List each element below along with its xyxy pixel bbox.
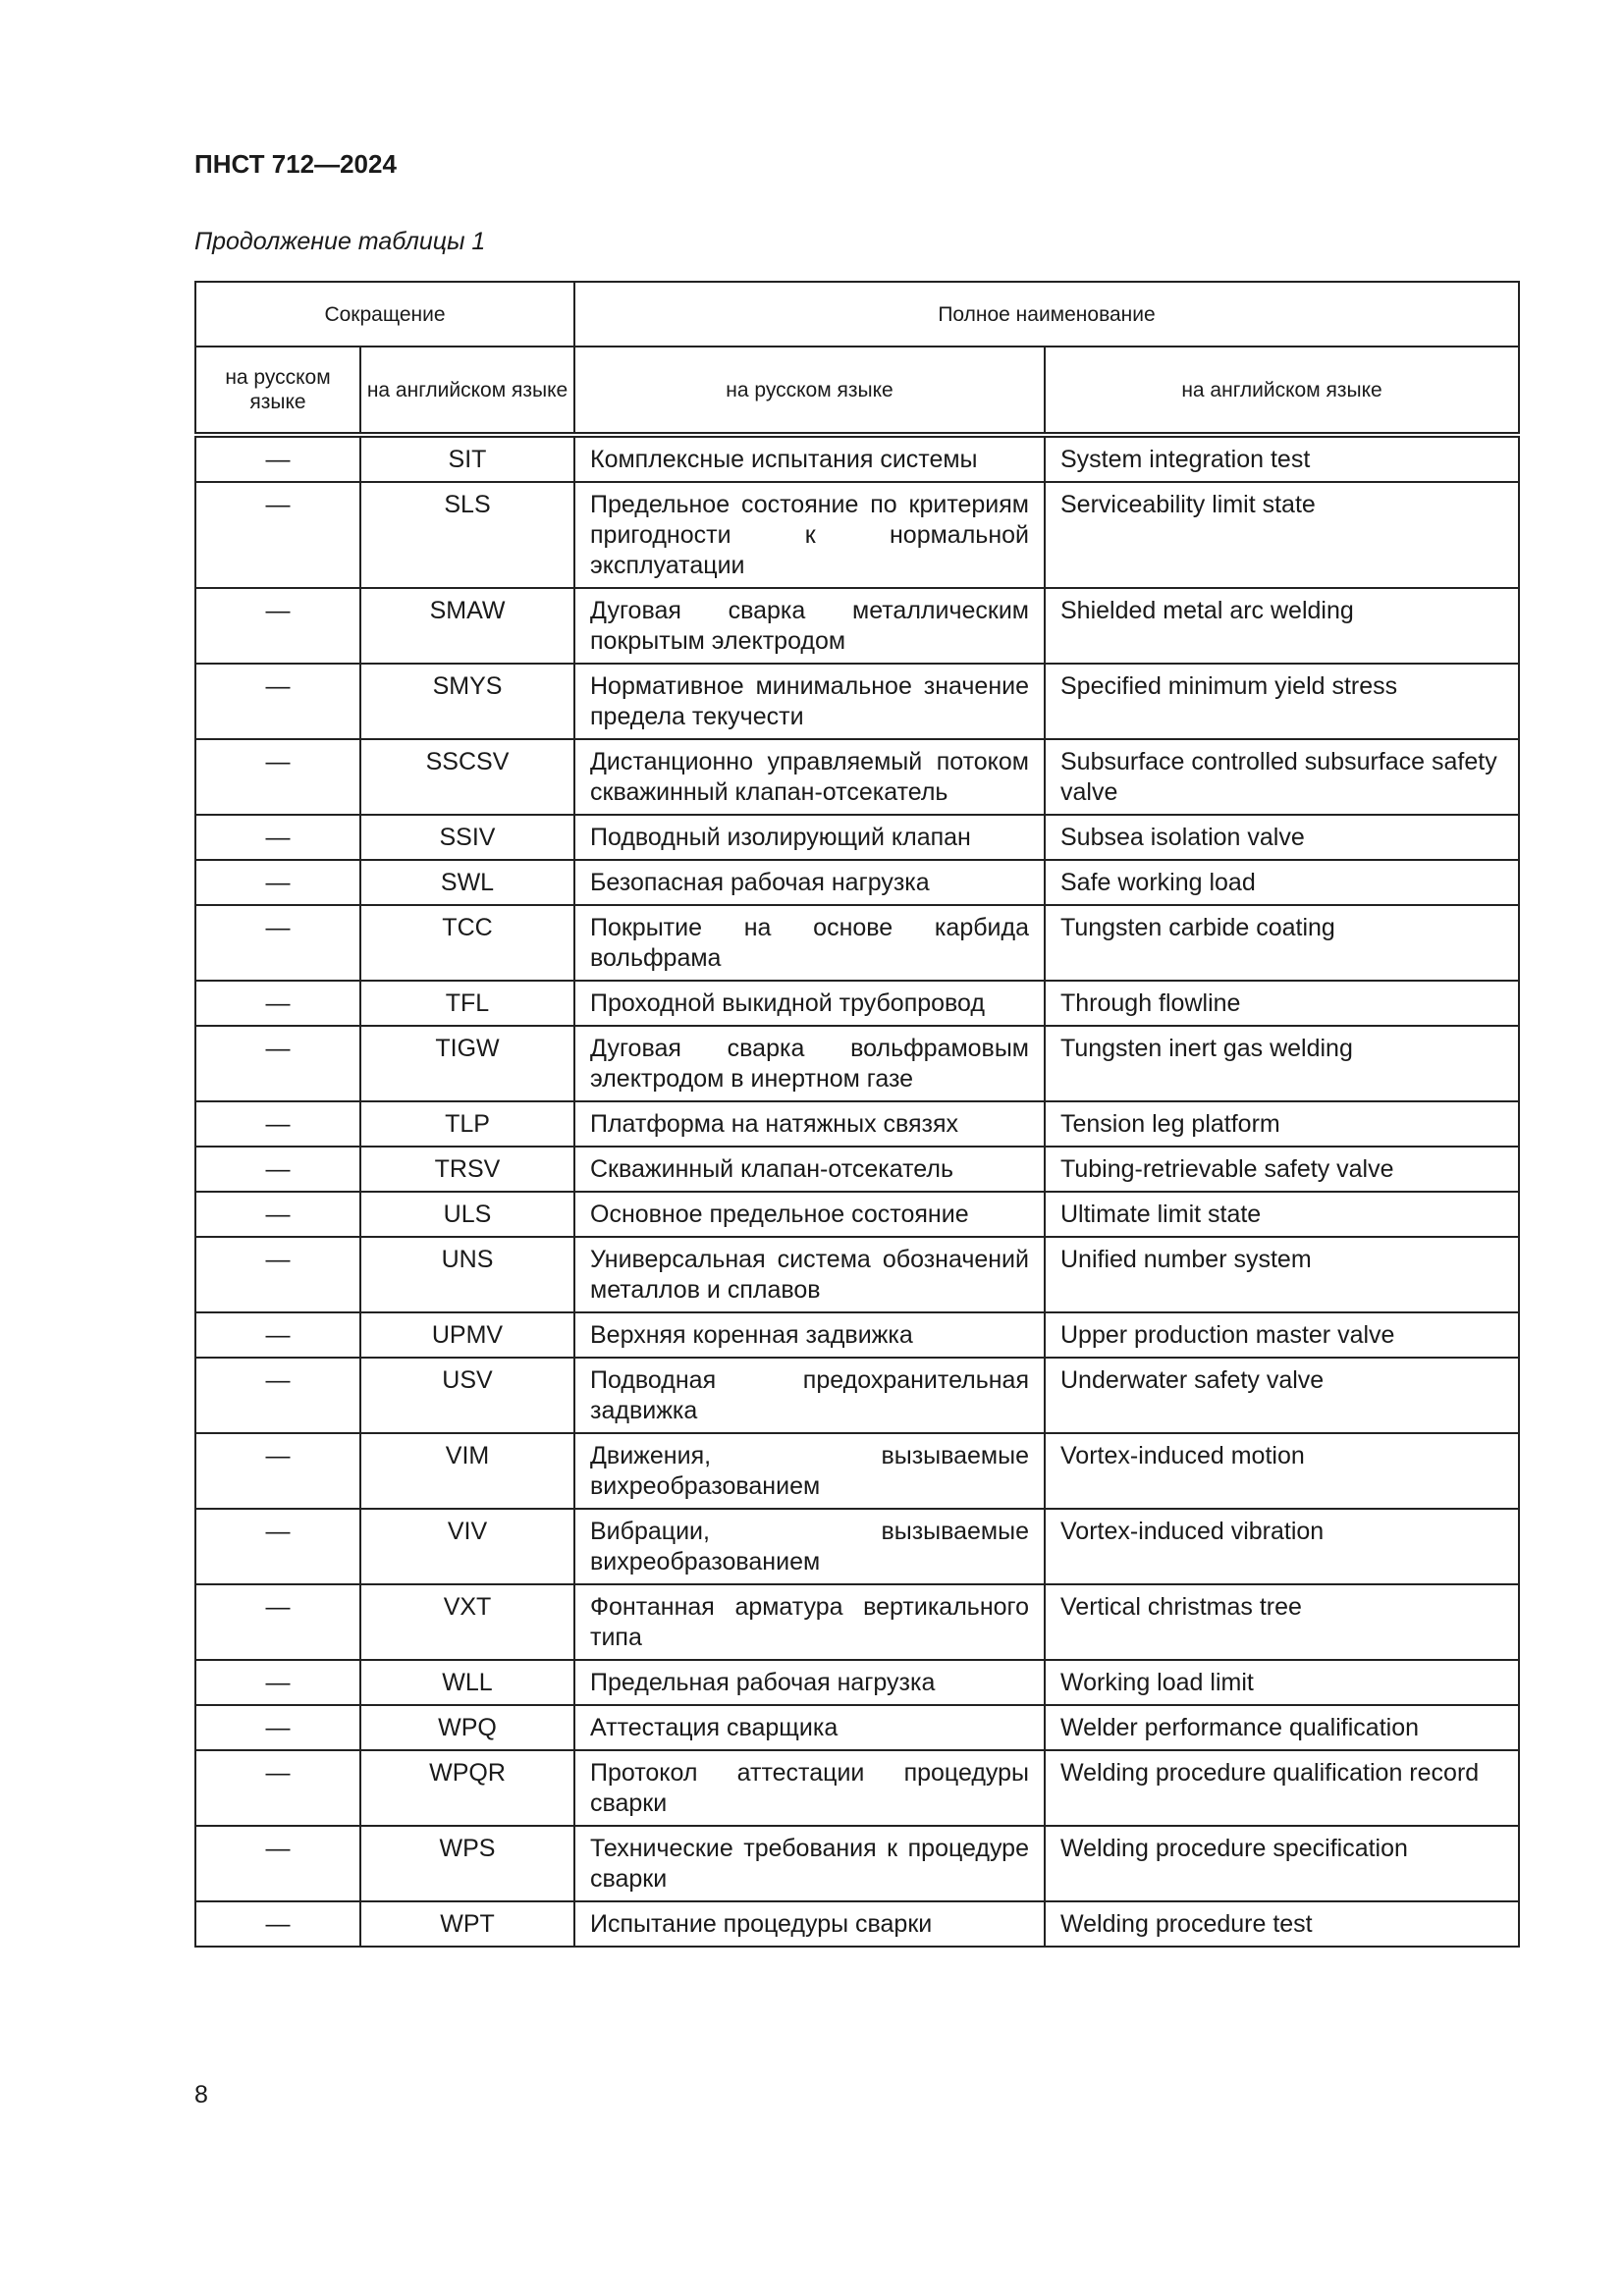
cell-abbr-ru: —: [195, 1192, 360, 1237]
cell-name-en: Specified minimum yield stress: [1045, 664, 1519, 739]
cell-abbr-ru: —: [195, 1026, 360, 1101]
table-row: [195, 1147, 1519, 1192]
table-row: [195, 588, 1519, 664]
cell-name-en: Welding procedure test: [1045, 1901, 1519, 1947]
cell-abbr-ru: —: [195, 1705, 360, 1750]
cell-name-ru: Вибрации, вызываемые вихреобразованием: [574, 1509, 1045, 1584]
table-row: [195, 1901, 1519, 1947]
cell-name-en: Vortex-induced vibration: [1045, 1509, 1519, 1584]
cell-abbr-en: UPMV: [360, 1312, 574, 1358]
cell-name-ru: Нормативное минимальное значение предела текучести: [574, 664, 1045, 739]
cell-abbr-en: SLS: [360, 482, 574, 588]
cell-name-ru: Предельная рабочая нагрузка: [574, 1660, 1045, 1705]
cell-name-en: Tungsten inert gas welding: [1045, 1026, 1519, 1101]
cell-abbr-ru: —: [195, 1147, 360, 1192]
cell-name-en: Vertical christmas tree: [1045, 1584, 1519, 1660]
cell-name-ru: Фонтанная арматура вертикального типа: [574, 1584, 1045, 1660]
cell-abbr-ru: —: [195, 1509, 360, 1584]
cell-name-ru: Дуговая сварка вольфрамовым электродом в инертном газе: [574, 1026, 1045, 1101]
cell-abbr-en: TFL: [360, 981, 574, 1026]
table-row: [195, 815, 1519, 860]
cell-abbr-ru: —: [195, 981, 360, 1026]
table-row: [195, 1433, 1519, 1509]
header-row-languages: [195, 347, 1519, 435]
cell-name-ru: Движения, вызываемые вихреобразованием: [574, 1433, 1045, 1509]
table-row: [195, 1237, 1519, 1312]
cell-abbr-ru: —: [195, 482, 360, 588]
table-row: [195, 1750, 1519, 1826]
cell-abbr-en: SMYS: [360, 664, 574, 739]
cell-name-ru: Скважинный клапан-отсекатель: [574, 1147, 1045, 1192]
header-full-name: Полное наименование: [574, 282, 1519, 347]
cell-name-ru: Испытание процедуры сварки: [574, 1901, 1045, 1947]
cell-name-ru: Верхняя коренная задвижка: [574, 1312, 1045, 1358]
table-row: [195, 1705, 1519, 1750]
cell-name-en: Upper production master valve: [1045, 1312, 1519, 1358]
cell-name-en: Tension leg platform: [1045, 1101, 1519, 1147]
table-body: [195, 435, 1519, 1947]
table-row: [195, 1660, 1519, 1705]
table-row: [195, 482, 1519, 588]
table-caption: Продолжение таблицы 1: [194, 228, 486, 255]
table-row: [195, 1312, 1519, 1358]
cell-abbr-ru: —: [195, 1433, 360, 1509]
cell-abbr-ru: —: [195, 1584, 360, 1660]
cell-name-ru: Универсальная система обозначений металлов и сплавов: [574, 1237, 1045, 1312]
page-number: 8: [194, 2081, 208, 2109]
cell-abbr-en: WPT: [360, 1901, 574, 1947]
cell-abbr-en: TRSV: [360, 1147, 574, 1192]
cell-abbr-ru: —: [195, 588, 360, 664]
table-row: [195, 1101, 1519, 1147]
cell-name-en: Serviceability limit state: [1045, 482, 1519, 588]
cell-abbr-en: TCC: [360, 905, 574, 981]
cell-name-ru: Покрытие на основе карбида вольфрама: [574, 905, 1045, 981]
cell-abbr-ru: —: [195, 435, 360, 482]
cell-abbr-ru: —: [195, 1237, 360, 1312]
cell-name-en: Subsurface controlled subsurface safety valve: [1045, 739, 1519, 815]
cell-abbr-ru: —: [195, 739, 360, 815]
cell-name-ru: Дуговая сварка металлическим покрытым электродом: [574, 588, 1045, 664]
cell-abbr-en: WPQ: [360, 1705, 574, 1750]
cell-name-ru: Основное предельное состояние: [574, 1192, 1045, 1237]
table-row: [195, 435, 1519, 482]
header-abbr-ru: на русском языке: [195, 347, 360, 435]
cell-abbr-ru: —: [195, 1750, 360, 1826]
header-name-ru: на русском языке: [574, 347, 1045, 435]
cell-name-ru: Технические требования к процедуре сварки: [574, 1826, 1045, 1901]
cell-abbr-en: VIV: [360, 1509, 574, 1584]
table-row: [195, 1509, 1519, 1584]
table-row: [195, 739, 1519, 815]
cell-name-ru: Предельное состояние по критериям пригодности к нормальной эксплуатации: [574, 482, 1045, 588]
cell-name-en: Through flowline: [1045, 981, 1519, 1026]
cell-name-ru: Проходной выкидной трубопровод: [574, 981, 1045, 1026]
cell-abbr-ru: —: [195, 1358, 360, 1433]
cell-name-ru: Дистанционно управляемый потоком скважинный клапан-отсекатель: [574, 739, 1045, 815]
cell-abbr-ru: —: [195, 1901, 360, 1947]
cell-name-en: Shielded metal arc welding: [1045, 588, 1519, 664]
table-row: [195, 1192, 1519, 1237]
cell-name-ru: Аттестация сварщика: [574, 1705, 1045, 1750]
cell-name-ru: Протокол аттестации процедуры сварки: [574, 1750, 1045, 1826]
cell-abbr-en: SSIV: [360, 815, 574, 860]
cell-name-en: Welding procedure specification: [1045, 1826, 1519, 1901]
cell-abbr-en: SSCSV: [360, 739, 574, 815]
header-row-group: [195, 282, 1519, 347]
cell-name-en: Welding procedure qualification record: [1045, 1750, 1519, 1826]
cell-abbr-en: SIT: [360, 435, 574, 482]
cell-abbr-en: VXT: [360, 1584, 574, 1660]
cell-abbr-ru: —: [195, 1660, 360, 1705]
cell-abbr-en: WPQR: [360, 1750, 574, 1826]
table-row: [195, 1826, 1519, 1901]
cell-abbr-en: VIM: [360, 1433, 574, 1509]
header-name-en: на английском языке: [1045, 347, 1519, 435]
cell-name-ru: Безопасная рабочая нагрузка: [574, 860, 1045, 905]
cell-abbr-ru: —: [195, 1826, 360, 1901]
cell-abbr-ru: —: [195, 664, 360, 739]
abbreviations-table: [194, 281, 1520, 1948]
cell-abbr-en: SMAW: [360, 588, 574, 664]
table-row: [195, 905, 1519, 981]
table-row: [195, 860, 1519, 905]
cell-name-en: Safe working load: [1045, 860, 1519, 905]
cell-abbr-ru: —: [195, 905, 360, 981]
cell-name-en: Tubing-retrievable safety valve: [1045, 1147, 1519, 1192]
cell-name-en: Subsea isolation valve: [1045, 815, 1519, 860]
cell-abbr-en: WLL: [360, 1660, 574, 1705]
table-row: [195, 1026, 1519, 1101]
table-row: [195, 664, 1519, 739]
table-row: [195, 981, 1519, 1026]
cell-name-en: Ultimate limit state: [1045, 1192, 1519, 1237]
header-abbr-en: на английском языке: [360, 347, 574, 435]
cell-name-ru: Комплексные испытания системы: [574, 435, 1045, 482]
cell-abbr-en: UNS: [360, 1237, 574, 1312]
cell-name-ru: Платформа на натяжных связях: [574, 1101, 1045, 1147]
cell-name-en: Working load limit: [1045, 1660, 1519, 1705]
cell-name-en: Vortex-induced motion: [1045, 1433, 1519, 1509]
cell-abbr-en: TLP: [360, 1101, 574, 1147]
cell-abbr-ru: —: [195, 815, 360, 860]
cell-abbr-ru: —: [195, 1101, 360, 1147]
cell-abbr-ru: —: [195, 1312, 360, 1358]
cell-abbr-ru: —: [195, 860, 360, 905]
cell-abbr-en: ULS: [360, 1192, 574, 1237]
header-abbreviation: Сокращение: [195, 282, 574, 347]
cell-name-en: Tungsten carbide coating: [1045, 905, 1519, 981]
cell-abbr-en: SWL: [360, 860, 574, 905]
cell-name-en: Underwater safety valve: [1045, 1358, 1519, 1433]
cell-abbr-en: TIGW: [360, 1026, 574, 1101]
cell-abbr-en: USV: [360, 1358, 574, 1433]
cell-name-en: Unified number system: [1045, 1237, 1519, 1312]
cell-name-en: System integration test: [1045, 435, 1519, 482]
document-code: ПНСТ 712—2024: [194, 149, 397, 179]
cell-name-ru: Подводный изолирующий клапан: [574, 815, 1045, 860]
cell-name-ru: Подводная предохранительная задвижка: [574, 1358, 1045, 1433]
cell-abbr-en: WPS: [360, 1826, 574, 1901]
cell-name-en: Welder performance qualification: [1045, 1705, 1519, 1750]
table-row: [195, 1358, 1519, 1433]
table-row: [195, 1584, 1519, 1660]
